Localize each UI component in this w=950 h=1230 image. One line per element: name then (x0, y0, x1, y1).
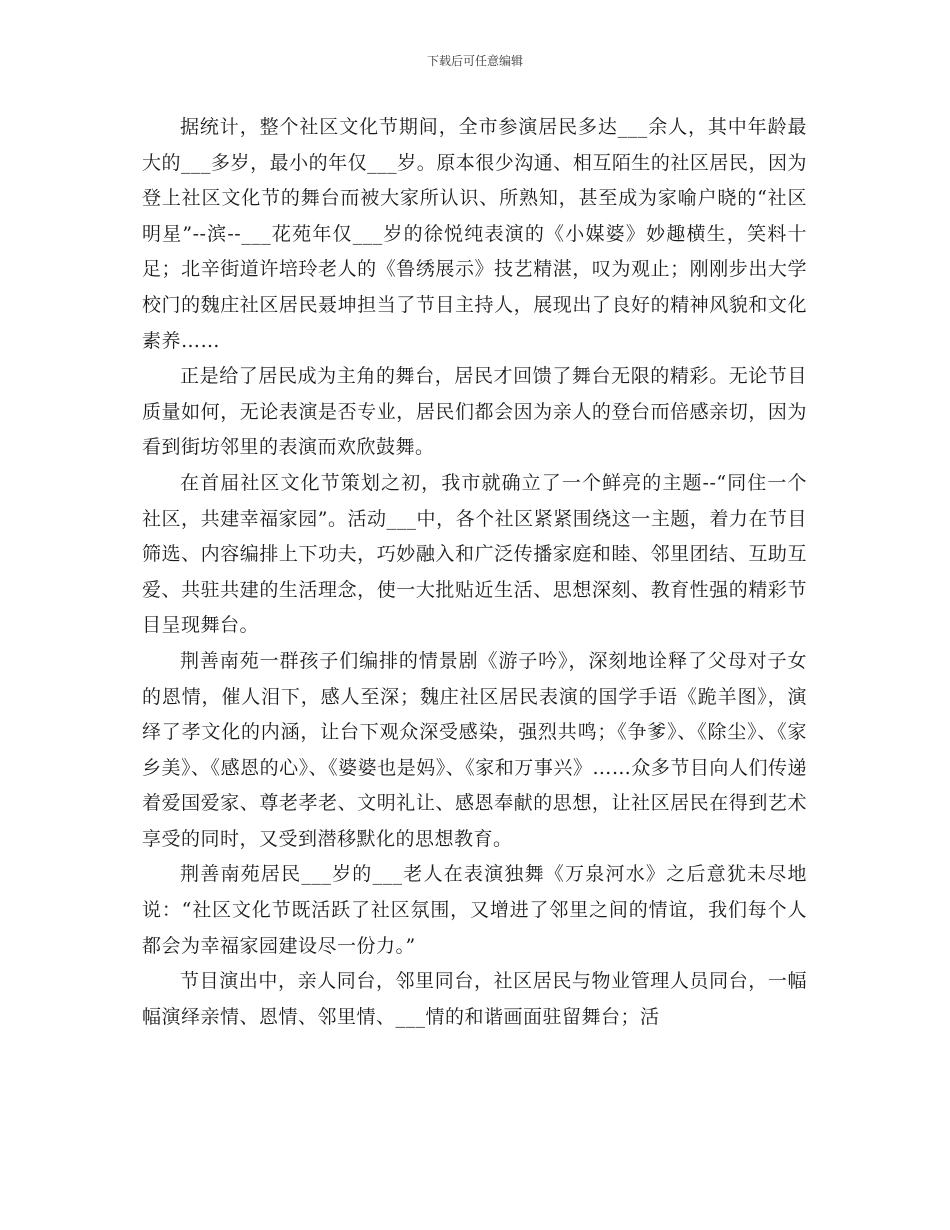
paragraph-3: 在首届社区文化节策划之初，我市就确立了一个鲜亮的主题--“同住一个社区，共建幸福家园”。活动___中，各个社区紧紧围绕这一主题，着力在节目筛选、内容编排上下功夫，巧妙融入和广泛传播家庭和睦、邻里团结、互助互爱、共驻共建的生活理念，使一大批贴近生活、思想深刻、教育性强的精彩节目呈现舞台。 (142, 471, 807, 637)
paragraph-5: 荆善南苑居民___岁的___老人在表演独舞《万泉河水》之后意犹未尽地说：“社区文化节既活跃了社区氛围，又增进了邻里之间的情谊，我们每个人都会为幸福家园建设尽一份力。” (142, 863, 807, 957)
paragraph-1: 据统计，整个社区文化节期间，全市参演居民多达___余人，其中年龄最大的___多岁，最小的年仅___岁。原本很少沟通、相互陌生的社区居民，因为登上社区文化节的舞台而被大家所认识、所熟知，甚至成为家喻户晓的“社区明星”--滨--___花苑年仅___岁的徐悦纯表演的《小媒婆》妙趣横生，笑料十足；北辛街道许培玲老人的《鲁绣展示》技艺精湛，叹为观止；刚刚步出大学校门的魏庄社区居民聂坤担当了节目主持人，展现出了良好的精神风貌和文化素养…… (142, 116, 807, 352)
paragraph-2: 正是给了居民成为主角的舞台，居民才回馈了舞台无限的精彩。无论节目质量如何，无论表演是否专业，居民们都会因为亲人的登台而倍感亲切，因为看到街坊邻里的表演而欢欣鼓舞。 (142, 365, 807, 459)
paragraph-4: 荆善南苑一群孩子们编排的情景剧《游子吟》，深刻地诠释了父母对子女的恩情，催人泪下，感人至深；魏庄社区居民表演的国学手语《跪羊图》，演绎了孝文化的内涵，让台下观众深受感染，强烈共鸣；《争爹》、《除尘》、《家乡美》、《感恩的心》、《婆婆也是妈》、《家和万事兴》……众多节目向人们传递着爱国爱家、尊老孝老、文明礼让、感恩奉献的思想，让社区居民在得到艺术享受的同时，又受到潜移默化的思想教育。 (142, 649, 807, 850)
page-header: 下载后可任意编辑 (426, 54, 523, 68)
paragraph-6: 节目演出中，亲人同台，邻里同台，社区居民与物业管理人员同台，一幅幅演绎亲情、恩情、邻里情、___情的和谐画面驻留舞台；活 (142, 970, 807, 1028)
document-body (142, 110, 807, 1035)
